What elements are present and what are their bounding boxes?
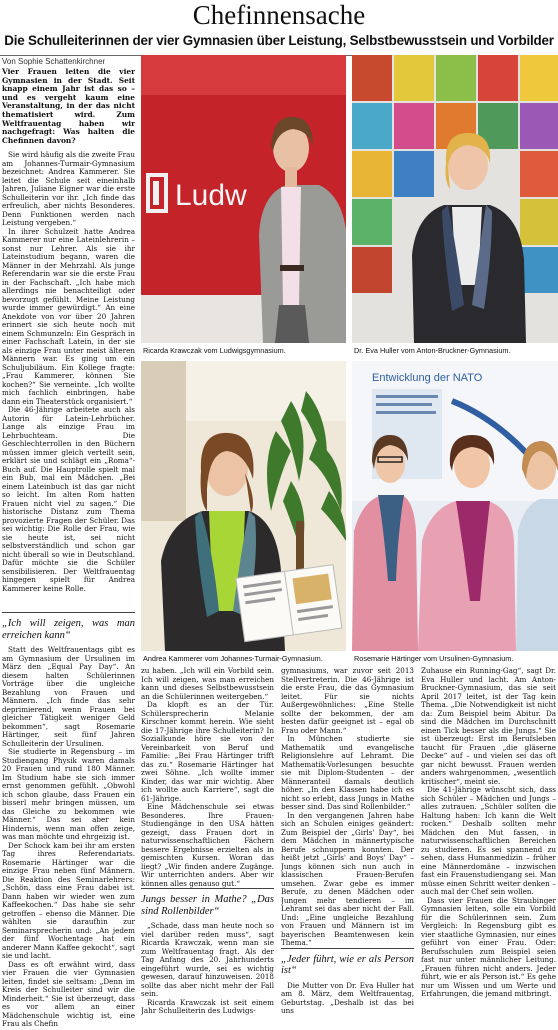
body-paragraph: Zuhause ein Running-Gag“, sagt Dr. Eva Huller und lacht. Am Anton-Bruckner-Gymnasium, das sie seit April 2017 leitet, ist der Tag kein Thema. „Die Notwendigkeit ist nicht da: Zum Beispiel beim Abitur. Da sind die Mädchen im Durchschnitt einen Tick besser als die Jungs.“ Sie ist überzeugt: Erst im Berufsleben taucht für Frauen „die gläserne Decke“ auf – und vielen sei das oft gar nicht bewusst. Frauen werden anders wahrgenommen, „wesentlich kritischer“, meint sie. [421, 667, 556, 786]
body-paragraph: In den vergangenen Jahren habe sich an Schulen einiges geändert: Zum Beispiel der „Girls' Day“, bei dem Mädchen in männertypische Berufe schnuppern konnten. Der heißt jetzt „Girls' and Boys' Day“ – Jungs können sich nun auch in klassischen Frauen-Berufen umsehen. Zwar gebe es immer Berufe, zu denen Mädchen oder Jungen mehr tendieren – im Lehramt sei das aber nicht der Fall. Und: „Eine ungleiche Bezahlung von Frauen und Männern ist im bayerischen Beamtenwesen kein Thema.“ [281, 810, 414, 947]
body-paragraph: Die 46-Jährige arbeitete auch als Autorin für Latein-Lehrbücher. Lange als einzige Frau im Lehrbuchteam. Die Geschlechterrollen in den Büchern müssen immer gleich verteilt sein, erklärt sie und schlägt ein „Roma“-Buch auf. Die Hauptrolle spielt mal ein Bub, mal ein Mädchen. „Bei einem Lateinbuch ist das gar nicht so leicht. Im alten Rom hatten Frauen nicht viel zu sagen.“ Die historische Distanz zum Thema provozierte Fragen der Schüler. Das sei wichtig: Die Rolle der Frau, wie sie heute ist, sei nicht selbstverständlich und schon gar nicht überall so wie in Deutschland. Dafür möchte sie die Schüler sensibilisieren. Der Weltfrauentag hingegen spielt für Andrea Kammerer keine Rolle. [2, 405, 135, 593]
photo-krawczak [141, 55, 346, 343]
body-paragraph: Der Schock kam bei ihr am ersten Tag ihres Referendariats. Rosemarie Härtinger war die einzige Frau neben fünf Männern. Die Reaktion des Seminarlehrers: „Schön, dass eine Frau dabei ist. Dann haben wir wieder wen zum Kaffeekochen.“ Das habe sie sehr getroffen – ebenso die Männer. Die wählten sie daraufhin zur Seminarsprecherin und: „An jedem der fünf Wochentage hat ein anderer Mann Kaffee gekocht“, sagt sie und lacht. [2, 840, 135, 960]
caption-huller: Dr. Eva Huller vom Anton-Bruckner-Gymnasium. [354, 346, 511, 355]
body-paragraph: Sie studierte in Regensburg – im Studiengang Physik waren damals 20 Frauen und rund 180 Männer. Im Studium habe sie sich immer ernst genommen gefühlt. „Obwohl ich schon glaube, dass Frauen ein bisserl mehr bringen müssen, um das Gleiche zu bekommen wie Männer.“ Das sei aber kein Hindernis, wenn man offen zeige, was man möchte und ehrgeizig ist. [2, 747, 135, 841]
pull-quote: „Ich will zeigen, was man erreichen kann“ [2, 612, 135, 646]
body-paragraph: gymnasiums, war zuvor seit 2013 Stellvertreterin. Die 46-Jährige ist die erste Frau, die das Gymnasium leitet. Für sie nichts Außergewöhnliches: „Eine Stelle sollte der bekommen, der am besten dafür geeignet ist – egal ob Frau oder Mann.“ [281, 667, 414, 735]
body-paragraph: zu haben. „Ich will ein Vorbild sein. Ich will zeigen, was man erreichen kann und dieses Selbstbewusstsein an die Schülerinnen weitergeben.“ [141, 667, 274, 701]
body-paragraph: Dass es oft erwähnt wird, dass vier Frauen die vier Gymnasien leiten, findet sie seltsam: „Denn im Kreis der Schulleiter sind wir die Minderheit.“ Sie ist überzeugt, dass es vor allem an einer Mädchenschule wichtig ist, eine Frau als Chefin [2, 959, 135, 1028]
body-paragraph: „Schade, dass man heute noch so viel darüber reden muss“, sagt Ricarda Krawczak, wenn man sie zum Weltfrauentag fragt. Als der Tag Anfang des 20. Jahrhunderts eingeführt wurde, sei es wichtig gewesen, darauf hinzuweisen. 2018 sollte das aber nicht mehr der Fall sein. [141, 921, 274, 998]
byline: Von Sophie Schattenkirchner [2, 57, 106, 66]
article-column-1-lower [2, 612, 135, 1030]
body-paragraph: Sie wird häufig als die zweite Frau am Johannes-Turmair-Gymnasium bezeichnet: Andrea Kammerer. Sie leitet die Schule seit eineinhalb Jahren, Juliane Eigner war die erste Schulleiterin vor ihr. „Ich finde das erfreulich, aber nichts Besonderes. Denn Funktionen werden nach Leistung vergeben.“ [2, 150, 135, 228]
body-paragraph: Da klopft es an der Tür. Schülersprecherin Melanie Kirschner kommt herein. Wie sieht die 17-Jährige ihre Schulleiterin? In Sozialkunde höre sie von der Vereinbarkeit von Beruf und Familie: „Bei Frau Härtinger trifft das zu.“ Rosemarie Härtinger hat zwei Söhne. „Ich wollte immer Kinder, das war mir wichtig. Aber ich wollte auch Karriere“, sagt die 61-Jährige. [141, 700, 274, 803]
photo-huller [352, 55, 558, 343]
pull-quote: „Jeder führt, wie er als Person ist“ [281, 948, 414, 982]
photo-kammerer [141, 361, 346, 651]
article-column-4 [421, 667, 556, 1030]
body-paragraph: In München studierte sie Mathematik und evangelische Religionslehre auf Lehramt. Die Mathematik-Vorlesungen besuchte sie mit Diplom-Studenten – der Männeranteil damals deutlich höher. „In den Klassen habe ich es nicht so erlebt, dass Jungs in Mathe besser sind. Das sind Rollenbilder.“ [281, 734, 414, 811]
caption-krawczak: Ricarda Krawczak vom Ludwigsgymnasium. [143, 346, 286, 355]
headline: Chefinnensache [192, 0, 366, 30]
body-paragraph: Eine Mädchenschule sei etwas Besonderes. Ihre Frauen-Studiengänge in den USA hätten gezeigt, dass Frauen dort in naturwissenschaftlichen Fächern bessere Ergebnisse erzielten als in gemischten Kursen. Woran das liegt? „Wir finden andere Zugänge. Wir unterrichten anders. Aber wir können alles genauso gut.“ [141, 802, 274, 888]
pull-quote: Jungs besser in Mathe? „Das sind Rollenbilder“ [141, 888, 274, 922]
nato-banner-text: Entwicklung der NATO [372, 372, 483, 384]
subheadline: Die Schulleiterinnen der vier Gymnasien über Leistung, Selbstbewusstsein und Vorbilder [4, 33, 554, 48]
article-column-2 [141, 667, 274, 1030]
body-paragraph: Die Mutter von Dr. Eva Huller hat am 8. März, dem Weltfrauentag, Geburtstag. „Deshalb ist das bei uns [281, 980, 414, 1015]
body-paragraph: Die 41-Jährige wünscht sich, dass sich Schüler – Mädchen und Jungs – alles zutrauen. „Schüler sollten die Haltung haben: Ich kann die Welt rocken.“ Deshalb sollten mehr Mädchen den Mut fassen, in naturwissenschaftlichen Bereichen zu studieren. Es sei spannend zu sehen, dass Humanmedizin – früher eine Männerdomäne – inzwischen fast ein Frauenstudiengang sei. Man müsse einen Schritt weiter denken – auch mal der Chef sein wollen. [421, 785, 556, 896]
body-paragraph: Dass vier Frauen die Straubinger Gymnasien leiten, solle ein Vorbild für die Schülerinnen sein. Zum Vergleich: In Regensburg gibt es vier staatliche Gymnasien, nur eines geführt von einer Frau. Oder: Berufsschulen zum Beispiel seien fast nur unter männlicher Leitung. „Frauen führen nicht anders. Jeder führt, wie er als Person ist.“ Es gehe nur um Wissen und um Werte und Erfahrungen, die jemand mitbringt. [421, 895, 556, 998]
caption-kammerer: Andrea Kammerer vom Johannes-Turmair-Gymnasium. [143, 654, 323, 663]
photo-haertinger [352, 361, 558, 651]
caption-haertinger: Rosemarie Härtinger vom Ursulinen-Gymnasium. [354, 654, 514, 663]
body-paragraph: Ricarda Krawczak ist seit einem Jahr Schulleiterin des Ludwigs- [141, 997, 274, 1015]
ludwig-sign-text: Ludw [175, 179, 247, 212]
lead-paragraph: Vier Frauen leiten die vier Gymnasien in der Stadt. Seit knapp einem Jahr ist das so – und es vergeht kaum eine Veranstaltung, in der das nicht thematisiert wird. Zum Weltfrauentag haben wir nachgefragt: Was halten die Chefinnen davon? [2, 68, 135, 145]
article-column-1 [2, 68, 135, 611]
body-paragraph: Statt des Weltfrauentags gibt es am Gymnasium der Ursulinen im März den „Equal Pay Day“. An diesem halten Schülerinnen Vorträge über die ungleiche Bezahlung von Frauen und Männern. „Ich finde das sehr deprimierend, wenn Frauen bei gleicher Tätigkeit weniger Geld bekommen“, sagt Rosemarie Härtinger, seit fünf Jahren Schulleiterin der Ursulinen. [2, 645, 135, 748]
article-column-3 [281, 667, 414, 1030]
body-paragraph: In ihrer Schulzeit hatte Andrea Kammerer nur eine Lateinlehrerin – sonst nur Lehrer. Als sie ihr Lateinstudium begann, waren die Männer in der Mehrzahl. Als junge Referendarin war sie die erste Frau in der Fachschaft. „Ich habe mich allerdings nie benachteiligt oder bevorzugt gefühlt. Meine Leistung wurde immer gewürdigt.“ An eine Anekdote von vor über 20 Jahren erinnert sie sich heute noch mit einem Schmunzeln: Ein Gespräch in einer Fachschaft Latein, in der sie als einzige Frau unter meist älteren Männern war. Es ging um ein Schuljubiläum. Ein Kollege fragte: „Frau Kammerer, können Sie kochen?“ Sie verneinte. „Ich wollte mich fachlich einbringen, habe dann ein Theaterstück organisiert.“ [2, 226, 135, 406]
